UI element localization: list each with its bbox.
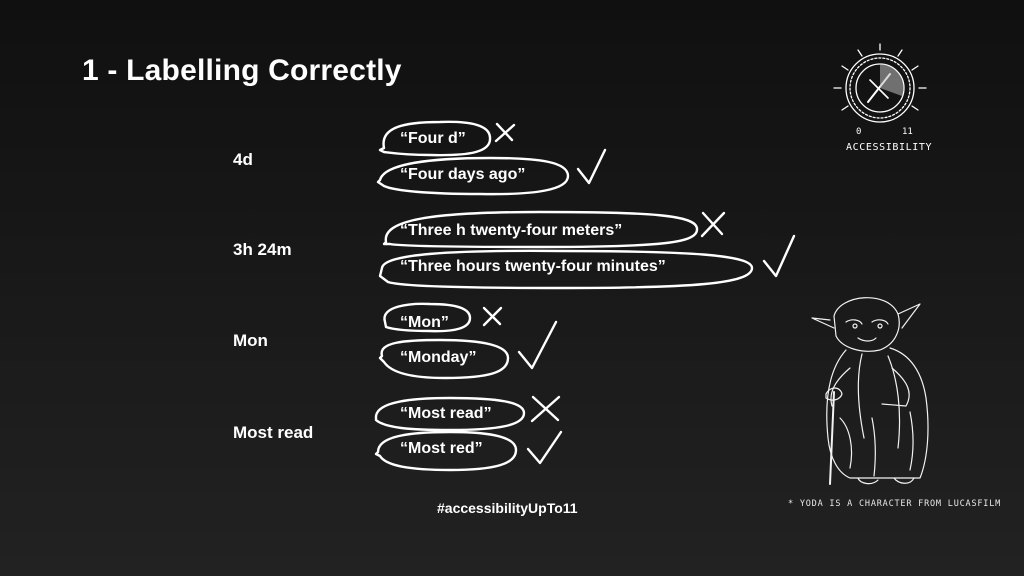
right-reading-text: “Most red” [400, 440, 483, 457]
logo-number-right: 11 [902, 127, 913, 137]
cross-icon [484, 308, 501, 325]
example-label: 3h 24m [233, 240, 292, 259]
check-icon [519, 322, 556, 368]
example-label: Mon [233, 331, 268, 350]
cross-icon [496, 124, 514, 141]
cross-icon [532, 397, 559, 421]
yoda-illustration [810, 288, 955, 488]
check-icon [764, 236, 794, 276]
check-icon [578, 150, 605, 183]
accessibility-dial-logo [830, 40, 940, 160]
right-reading-text: “Four days ago” [400, 166, 526, 183]
wrong-reading-text: “Three h twenty-four meters” [400, 222, 623, 239]
wrong-reading-text: “Four d” [400, 130, 466, 147]
hashtag: #accessibilityUpTo11 [437, 500, 578, 516]
check-icon [528, 432, 561, 463]
example-label: Most read [233, 423, 314, 442]
example-label: 4d [233, 150, 253, 169]
wrong-reading-text: “Most read” [400, 405, 492, 422]
logo-word: ACCESSIBILITY [846, 142, 933, 153]
yoda-footnote: * YODA IS A CHARACTER FROM LUCASFILM [788, 499, 1002, 509]
logo-number-left: 0 [856, 127, 862, 137]
cross-icon [702, 213, 724, 236]
right-reading-text: “Three hours twenty-four minutes” [400, 258, 666, 275]
right-reading-text: “Monday” [400, 349, 477, 366]
wrong-reading-text: “Mon” [400, 314, 449, 331]
slide-title: 1 - Labelling Correctly [82, 54, 402, 87]
